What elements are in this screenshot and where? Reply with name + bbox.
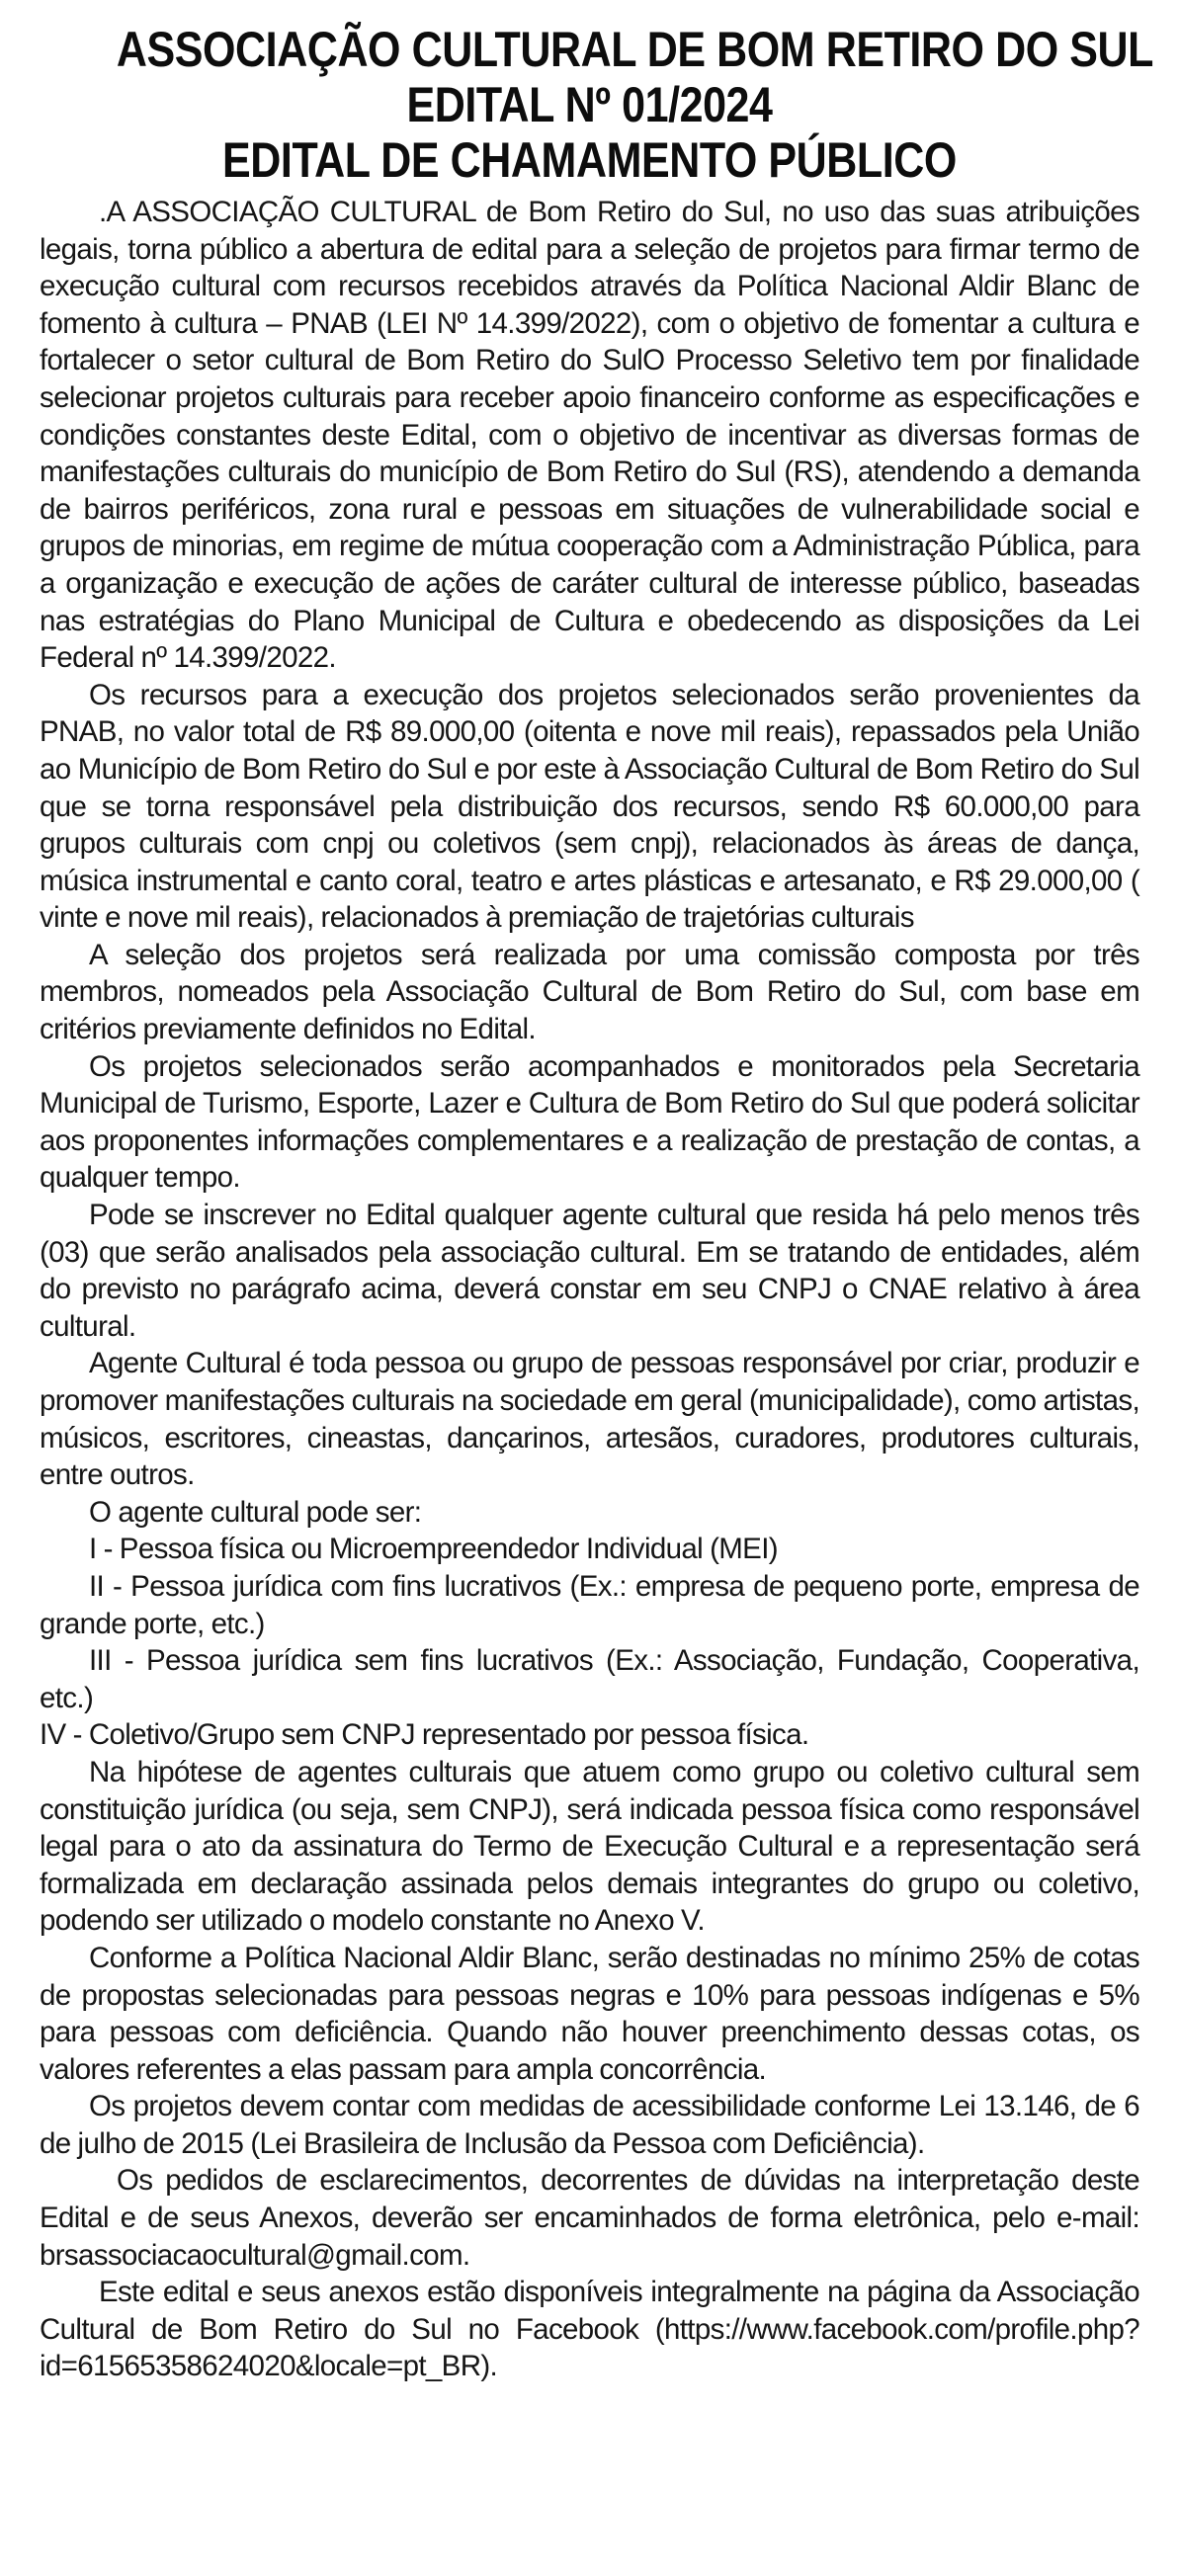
paragraph-agent-types-intro: O agente cultural pode ser: bbox=[89, 1495, 422, 1529]
list-item-type-2: II - Pessoa jurídica com fins lucrativos (Ex.: empresa de pequeno porte, empresa de grande porte, etc.) bbox=[40, 1569, 1139, 1640]
list-item-type-1: I - Pessoa física ou Microempreendedor Individual (MEI) bbox=[89, 1533, 778, 1566]
association-title: ASSOCIAÇÃO CULTURAL DE BOM RETIRO DO SUL bbox=[116, 22, 1153, 77]
paragraph-monitoring: Os projetos selecionados serão acompanhados e monitorados pela Secretaria Municipal de Turismo, Esporte, Lazer e Cultura de Bom Retiro do Sul que poderá solicitar aos proponentes informações complementares e a realização de prestação de contas, a qualquer tempo. bbox=[40, 1049, 1139, 1195]
paragraph-selection: A seleção dos projetos será realizada por uma comissão composta por três membros, nomeados pela Associação Cultural de Bom Retiro do Sul, com base em critérios previamente definidos no Edital. bbox=[40, 938, 1139, 1046]
paragraph-clarifications: Os pedidos de esclarecimentos, decorrentes de dúvidas na interpretação deste Edital e de seus Anexos, deverão ser encaminhados de forma eletrônica, pelo e-mail: brsassociacaocultural@gmail.com. bbox=[40, 2164, 1139, 2272]
paragraph-collective: Na hipótese de agentes culturais que atuem como grupo ou coletivo cultural sem constituição jurídica (ou seja, sem CNPJ), será indicada pessoa física como responsável legal para o ato da assinatura do Termo de Execução Cultural e a representação será formalizada em declaração assinada pelos demais integrantes do grupo ou coletivo, podendo ser utilizado o modelo constante no Anexo V. bbox=[40, 1755, 1139, 1938]
document-header bbox=[40, 22, 1153, 188]
paragraph-agent-definition: Agente Cultural é toda pessoa ou grupo de pessoas responsável por criar, produzir e promover manifestações culturais na sociedade em geral (municipalidade), como artistas, músicos, escritores, cineastas, dançarinos, artesãos, curadores, produtores culturais, entre outros. bbox=[40, 1347, 1139, 1492]
paragraph-resources: Os recursos para a execução dos projetos selecionados serão provenientes da PNAB, no valor total de R$ 89.000,00 (oitenta e nove mil reais), repassados pela União ao Município de Bom Retiro do Sul e por este à Associação Cultural de Bom Retiro do Sul que se torna responsável pela distribuição dos recursos, sendo R$ 60.000,00 para grupos culturais com cnpj ou coletivos (sem cnpj), relacionados às áreas de dança, música instrumental e canto coral, teatro e artes plásticas e artesanato, e R$ 29.000,00 ( vinte e nove mil reais), relacionados à premiação de trajetórias culturais bbox=[40, 678, 1139, 935]
paragraph-quotas: Conforme a Política Nacional Aldir Blanc, serão destinadas no mínimo 25% de cotas de propostas selecionadas para pessoas negras e 10% para pessoas indígenas e 5% para pessoas com deficiência. Quando não houver preenchimento dessas cotas, os valores referentes a elas passam para ampla concorrência. bbox=[40, 1941, 1139, 2086]
paragraph-availability: Este edital e seus anexos estão disponíveis integralmente na página da Associação Cultural de Bom Retiro do Sul no Facebook (https://www.facebook.com/profile.php?id=61565358624020&locale=pt_BR). bbox=[40, 2276, 1139, 2383]
paragraph-accessibility: Os projetos devem contar com medidas de acessibilidade conforme Lei 13.146, de 6 de julho de 2015 (Lei Brasileira de Inclusão da Pessoa com Deficiência). bbox=[40, 2090, 1139, 2160]
list-item-type-3: III - Pessoa jurídica sem fins lucrativos (Ex.: Associação, Fundação, Cooperativa, etc.) bbox=[40, 1644, 1139, 1714]
document-body bbox=[40, 194, 1139, 2385]
paragraph-intro: .A ASSOCIAÇÃO CULTURAL de Bom Retiro do Sul, no uso das suas atribuições legais, torna público a abertura de edital para a seleção de projetos para firmar termo de execução cultural com recursos recebidos através da Política Nacional Aldir Blanc de fomento à cultura – PNAB (LEI Nº 14.399/2022), com o objetivo de fomentar a cultura e fortalecer o setor cultural de Bom Retiro do SulO Processo Seletivo tem por finalidade selecionar projetos culturais para receber apoio financeiro conforme as especificações e condições constantes deste Edital, com o objetivo de incentivar as diversas formas de manifestações culturais do município de Bom Retiro do Sul (RS), atendendo a demanda de bairros periféricos, zona rural e pessoas em situações de vulnerabilidade social e grupos de minorias, em regime de mútua cooperação com a Administração Pública, para a organização e execução de ações de caráter cultural de interesse público, baseadas nas estratégias do Plano Municipal de Cultura e obedecendo as disposições da Lei Federal nº 14.399/2022. bbox=[40, 196, 1139, 675]
list-item-type-4: IV - Coletivo/Grupo sem CNPJ representado por pessoa física. bbox=[40, 1718, 809, 1752]
edital-number: EDITAL Nº 01/2024 bbox=[406, 77, 773, 132]
paragraph-eligibility: Pode se inscrever no Edital qualquer agente cultural que resida há pelo menos três (03) que serão analisados pela associação cultural. Em se tratando de entidades, além do previsto no parágrafo acima, deverá constar em seu CNPJ o CNAE relativo à área cultural. bbox=[40, 1199, 1139, 1343]
edital-title: EDITAL DE CHAMAMENTO PÚBLICO bbox=[222, 132, 957, 188]
